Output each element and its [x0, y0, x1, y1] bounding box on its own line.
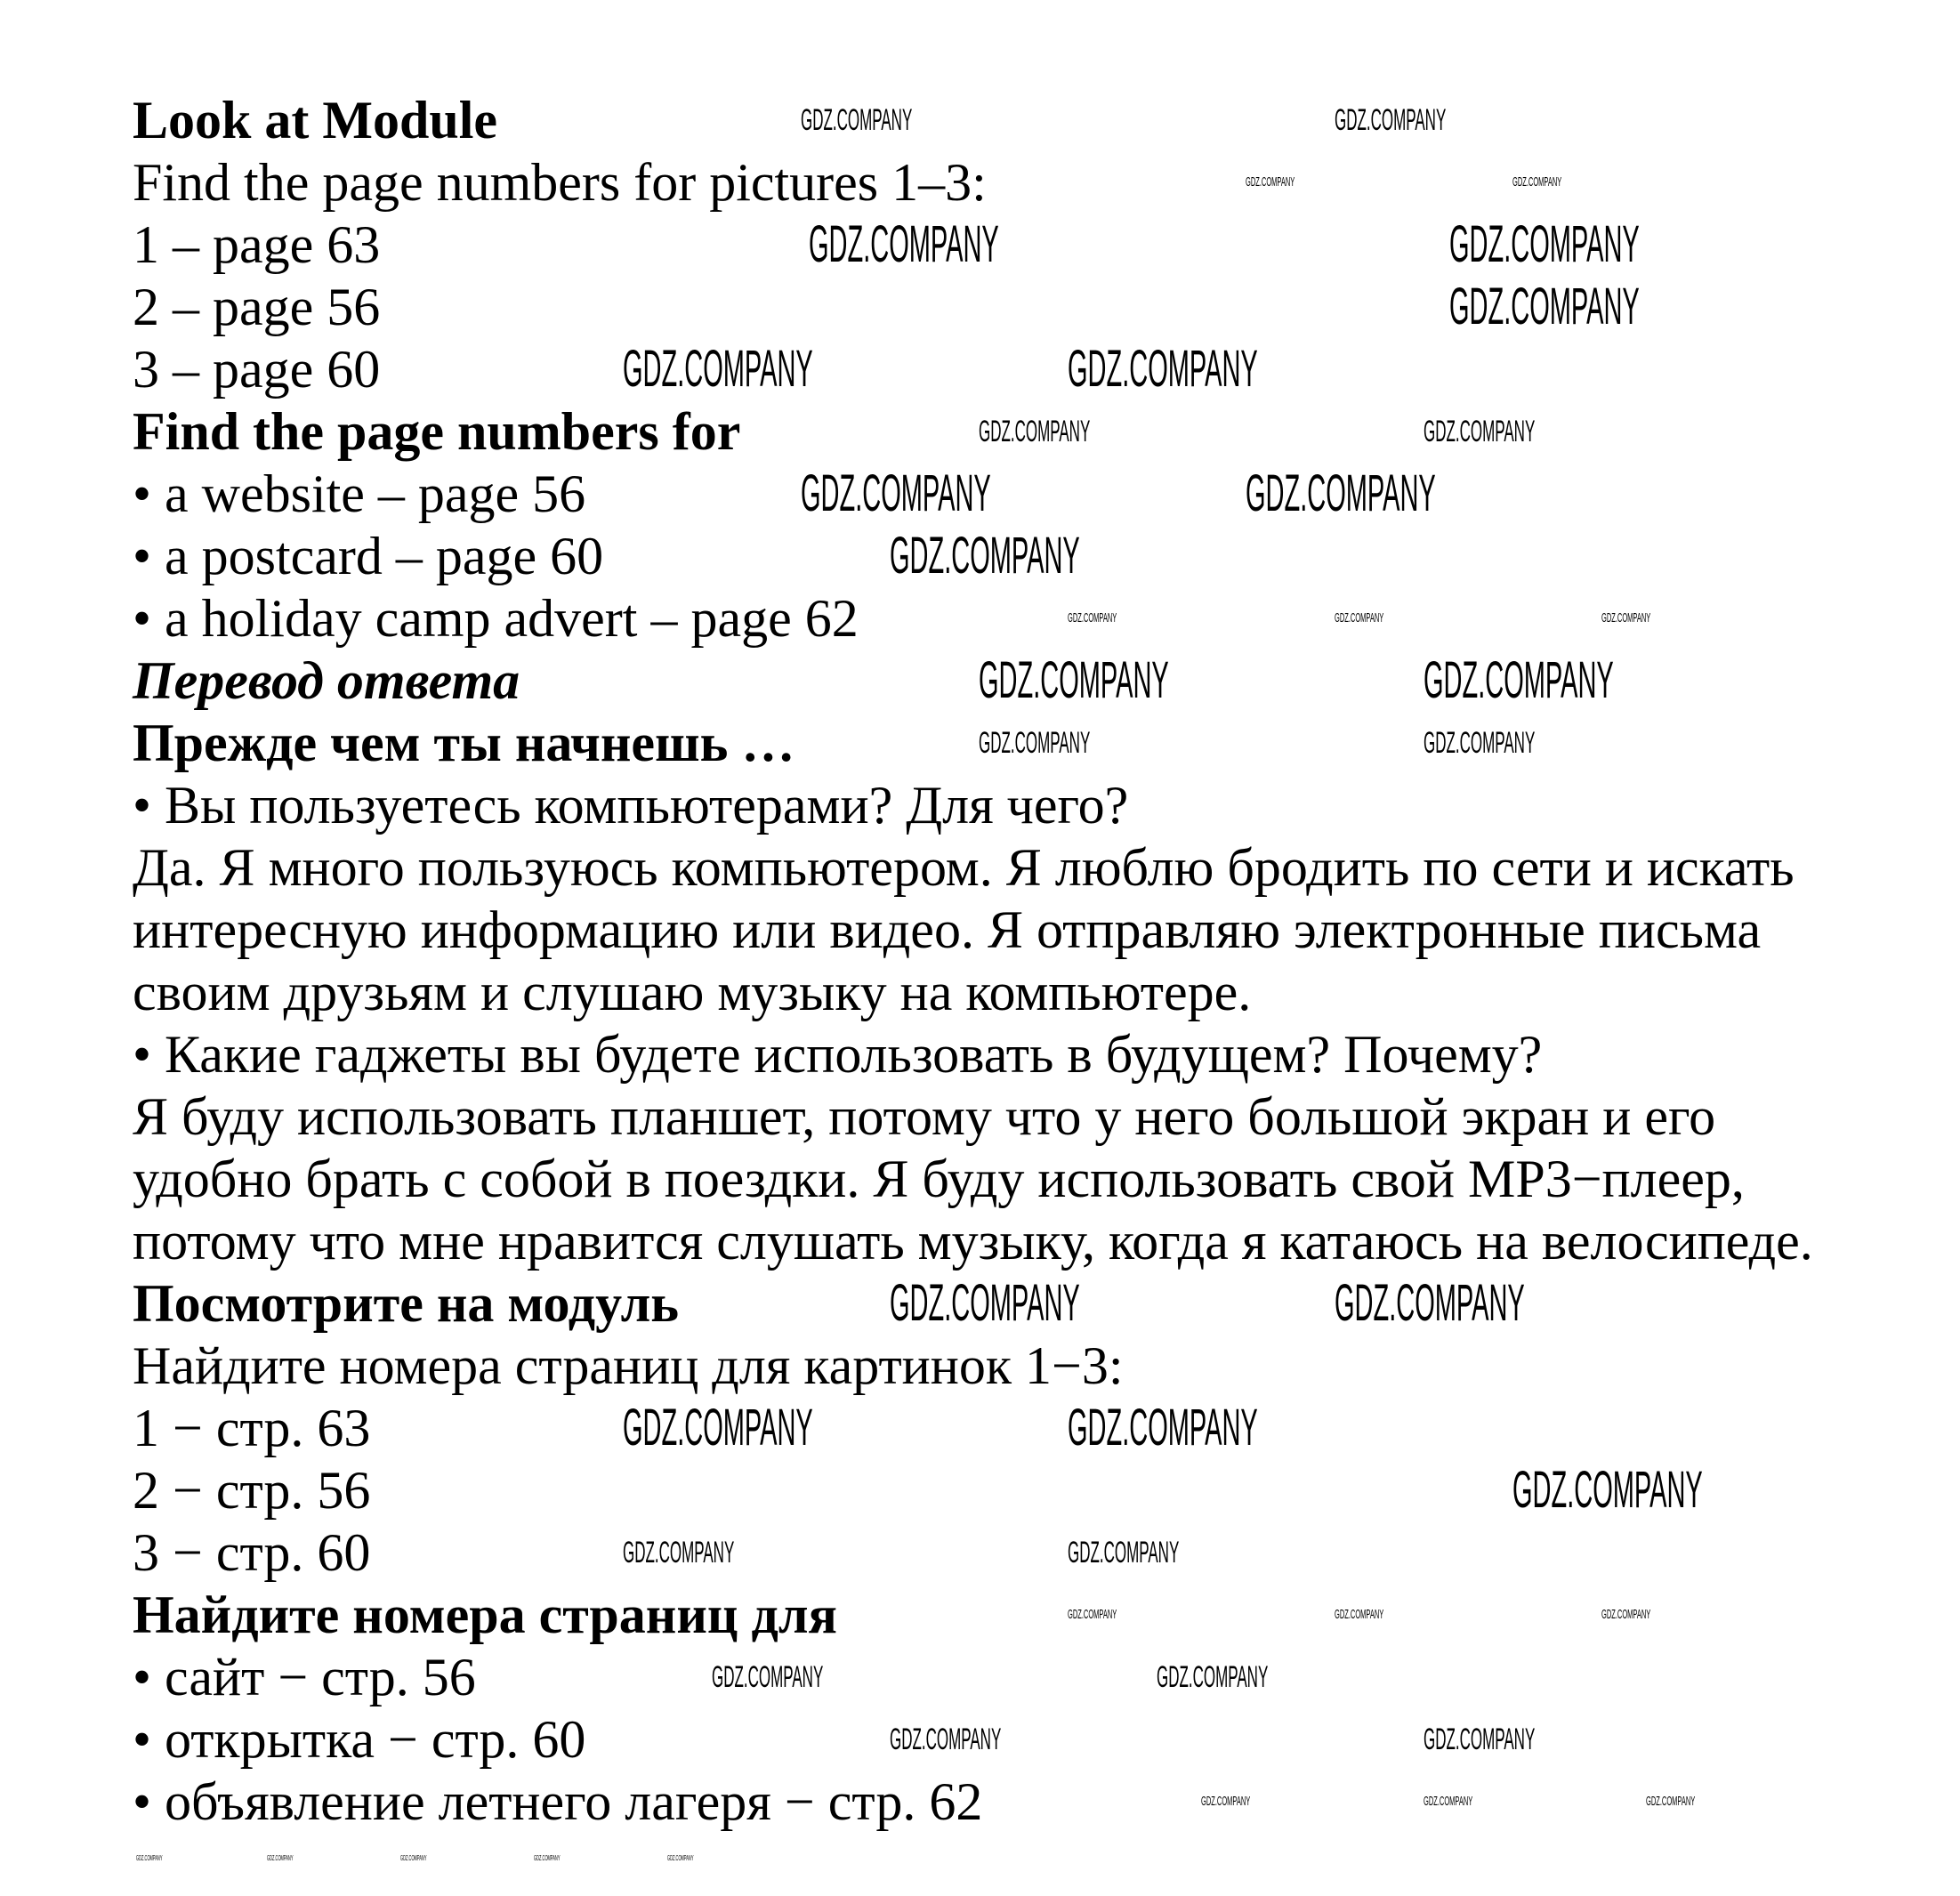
- watermark: GDZ.COMPANY: [1449, 215, 1640, 273]
- watermark: GDZ.COMPANY: [400, 1854, 427, 1862]
- text-line: удобно брать с собой в поездки. Я буду использовать свой MP3−плеер,: [133, 1150, 1745, 1208]
- text-line: 1 – page 63: [133, 215, 381, 274]
- watermark: GDZ.COMPANY: [979, 726, 1091, 760]
- watermark: GDZ.COMPANY: [979, 651, 1169, 709]
- watermark: GDZ.COMPANY: [1246, 174, 1295, 190]
- text-line: Я буду использовать планшет, потому что у него большой экран и его: [133, 1087, 1716, 1146]
- text-line: • сайт − стр. 56: [133, 1648, 476, 1706]
- watermark: GDZ.COMPANY: [1335, 610, 1384, 625]
- watermark: GDZ.COMPANY: [1512, 174, 1562, 190]
- watermark: GDZ.COMPANY: [1512, 1461, 1703, 1519]
- watermark: GDZ.COMPANY: [267, 1854, 294, 1862]
- heading: Найдите номера страниц для: [133, 1585, 837, 1644]
- watermark: GDZ.COMPANY: [1646, 1794, 1696, 1809]
- heading: Прежде чем ты начнешь …: [133, 714, 795, 772]
- watermark: GDZ.COMPANY: [1424, 415, 1536, 448]
- watermark: GDZ.COMPANY: [1068, 340, 1258, 398]
- watermark: GDZ.COMPANY: [1157, 1660, 1269, 1694]
- watermark: GDZ.COMPANY: [801, 103, 913, 137]
- heading: Look at Module: [133, 91, 498, 149]
- text-line: 2 − стр. 56: [133, 1461, 371, 1520]
- watermark: GDZ.COMPANY: [1424, 1723, 1536, 1756]
- watermark: GDZ.COMPANY: [890, 1723, 1002, 1756]
- watermark: GDZ.COMPANY: [667, 1854, 694, 1862]
- text-line: • Вы пользуетесь компьютерами? Для чего?: [133, 776, 1129, 835]
- watermark: GDZ.COMPANY: [623, 340, 813, 398]
- watermark: GDZ.COMPANY: [1068, 1607, 1117, 1622]
- watermark: GDZ.COMPANY: [1601, 1607, 1651, 1622]
- text-line: потому что мне нравится слушать музыку, когда я катаюсь на велосипеде.: [133, 1212, 1813, 1271]
- watermark: GDZ.COMPANY: [1335, 1274, 1525, 1332]
- text-line: Да. Я много пользуюсь компьютером. Я люблю бродить по сети и искать: [133, 838, 1795, 897]
- text-line: • a postcard – page 60: [133, 527, 604, 585]
- heading: Посмотрите на модуль: [133, 1274, 680, 1333]
- watermark: GDZ.COMPANY: [534, 1854, 561, 1862]
- text-line: • объявление летнего лагеря − стр. 62: [133, 1772, 983, 1831]
- watermark: GDZ.COMPANY: [1335, 103, 1447, 137]
- watermark: GDZ.COMPANY: [979, 415, 1091, 448]
- watermark: GDZ.COMPANY: [623, 1399, 813, 1456]
- watermark: GDZ.COMPANY: [1424, 1794, 1473, 1809]
- watermark: GDZ.COMPANY: [809, 215, 999, 273]
- watermark: GDZ.COMPANY: [623, 1536, 735, 1569]
- watermark: GDZ.COMPANY: [1335, 1607, 1384, 1622]
- watermark: GDZ.COMPANY: [890, 527, 1080, 585]
- watermark: GDZ.COMPANY: [1424, 726, 1536, 760]
- text-line: 3 − стр. 60: [133, 1523, 371, 1582]
- watermark: GDZ.COMPANY: [136, 1854, 163, 1862]
- watermark: GDZ.COMPANY: [801, 464, 991, 522]
- watermark: GDZ.COMPANY: [1246, 464, 1436, 522]
- watermark: GDZ.COMPANY: [1201, 1794, 1251, 1809]
- heading: Find the page numbers for: [133, 402, 741, 461]
- heading: Перевод ответа: [133, 651, 520, 710]
- text-line: своим друзьям и слушаю музыку на компьютере.: [133, 963, 1252, 1021]
- text-line: • открытка − стр. 60: [133, 1710, 586, 1769]
- text-line: Find the page numbers for pictures 1–3:: [133, 153, 987, 212]
- text-line: интересную информацию или видео. Я отправляю электронные письма: [133, 900, 1762, 959]
- watermark: GDZ.COMPANY: [1068, 1536, 1180, 1569]
- text-line: • a website – page 56: [133, 464, 586, 523]
- watermark: GDZ.COMPANY: [1068, 610, 1117, 625]
- text-line: 2 – page 56: [133, 278, 381, 336]
- watermark: GDZ.COMPANY: [1601, 610, 1651, 625]
- watermark: GDZ.COMPANY: [712, 1660, 824, 1694]
- watermark: GDZ.COMPANY: [890, 1274, 1080, 1332]
- text-line: 3 – page 60: [133, 340, 381, 399]
- text-line: Найдите номера страниц для картинок 1−3:: [133, 1336, 1124, 1395]
- document-text: [133, 89, 1813, 1833]
- text-line: • Какие гаджеты вы будете использовать в будущем? Почему?: [133, 1025, 1543, 1084]
- watermark: GDZ.COMPANY: [1449, 278, 1640, 335]
- watermark: GDZ.COMPANY: [1424, 651, 1614, 709]
- text-line: 1 − стр. 63: [133, 1399, 371, 1457]
- text-line: • a holiday camp advert – page 62: [133, 589, 859, 648]
- watermark: GDZ.COMPANY: [1068, 1399, 1258, 1456]
